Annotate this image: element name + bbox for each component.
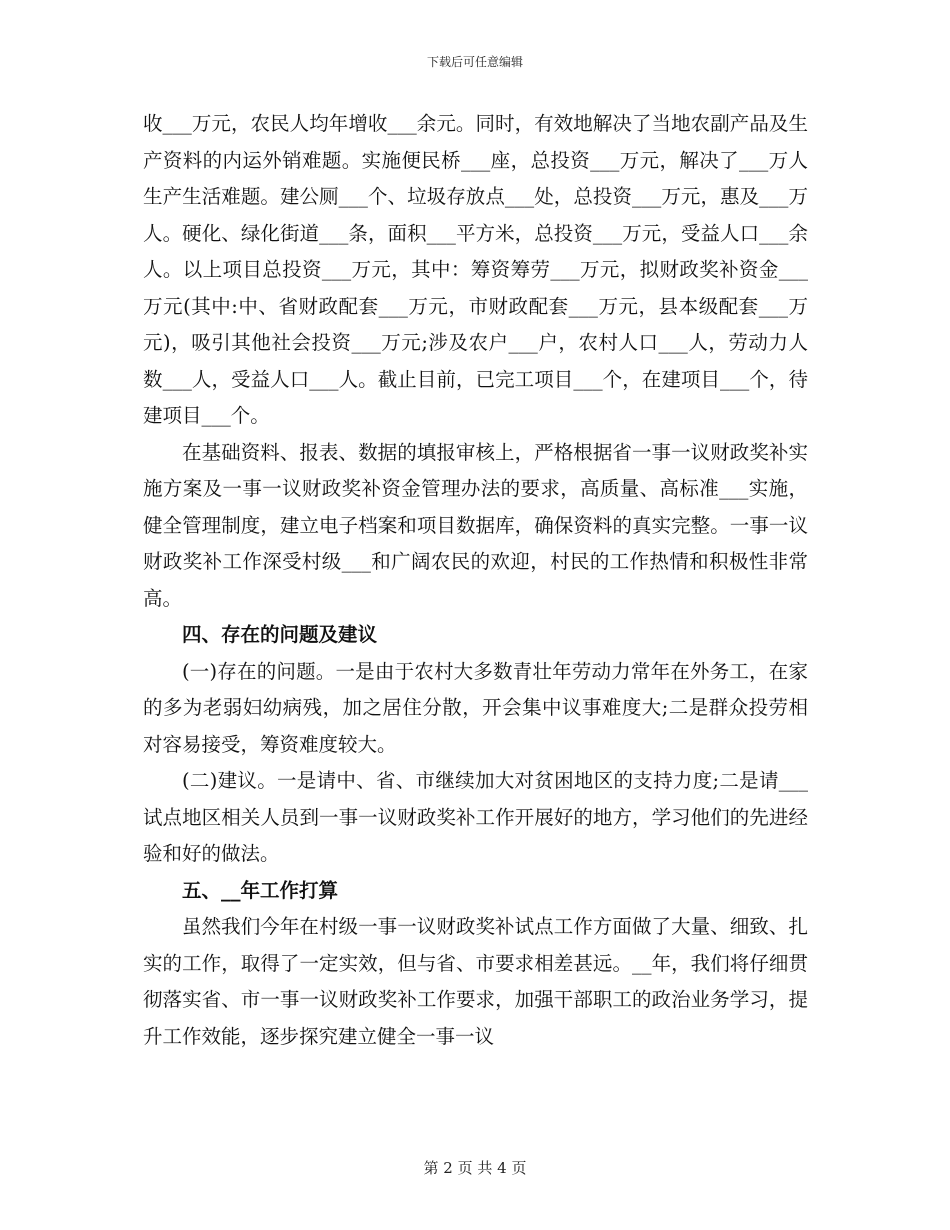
page-number: 第 2 页 共 4 页 <box>423 1159 527 1177</box>
paragraph-work-plan: 虽然我们今年在村级一事一议财政奖补试点工作方面做了大量、细致、扎实的工作，取得了一定实效，但与省、市要求相差甚远。__年，我们将仔细贯彻落实省、市一事一议财政奖补工作要求，加强干部职工的政治业务学习，提升工作效能，逐步探究建立健全一事一议 <box>143 915 808 1048</box>
paragraph-suggestions: (二)建议。一是请中、省、市继续加大对贫困地区的支持力度;二是请___试点地区相关人员到一事一议财政奖补工作开展好的地方，学习他们的先进经验和好的做法。 <box>143 769 808 865</box>
section-heading-problems: 四、存在的问题及建议 <box>182 623 378 646</box>
page-header-note: 下载后可任意编辑 <box>426 55 523 69</box>
paragraph-problems: (一)存在的问题。一是由于农村大多数青壮年劳动力常年在外务工，在家的多为老弱妇幼病残，加之居住分散，开会集中议事难度大;二是群众投劳相对容易接受，筹资难度较大。 <box>143 659 808 756</box>
document-body <box>143 106 808 1055</box>
paragraph-project-stats: 收___万元，农民人均年增收___余元。同时，有效地解决了当地农副产品及生产资料的内运外销难题。实施便民桥___座，总投资___万元，解决了___万人生产生活难题。建公厕___个、垃圾存放点___处，总投资___万元，惠及___万人。硬化、绿化街道___条，面积___平方米，总投资___万元，受益人口___余人。以上项目总投资___万元，其中：筹资筹劳___万元，拟财政奖补资金___万元(其中:中、省财政配套___万元，市财政配套___万元，县本级配套___万元)，吸引其他社会投资___万元;涉及农户___户，农村人口___人，劳动力人数___人，受益人口___人。截止目前，已完工项目___个，在建项目___个，待建项目___个。 <box>143 112 808 427</box>
section-heading-work-plan: 五、__年工作打算 <box>182 878 339 902</box>
paragraph-data-review: 在基础资料、报表、数据的填报审核上，严格根据省一事一议财政奖补实施方案及一事一议财政奖补资金管理办法的要求，高质量、高标准___实施，健全管理制度，建立电子档案和项目数据库，确保资料的真实完整。一事一议财政奖补工作深受村级___和广阔农民的欢迎，村民的工作热情和积极性非常高。 <box>143 440 808 610</box>
